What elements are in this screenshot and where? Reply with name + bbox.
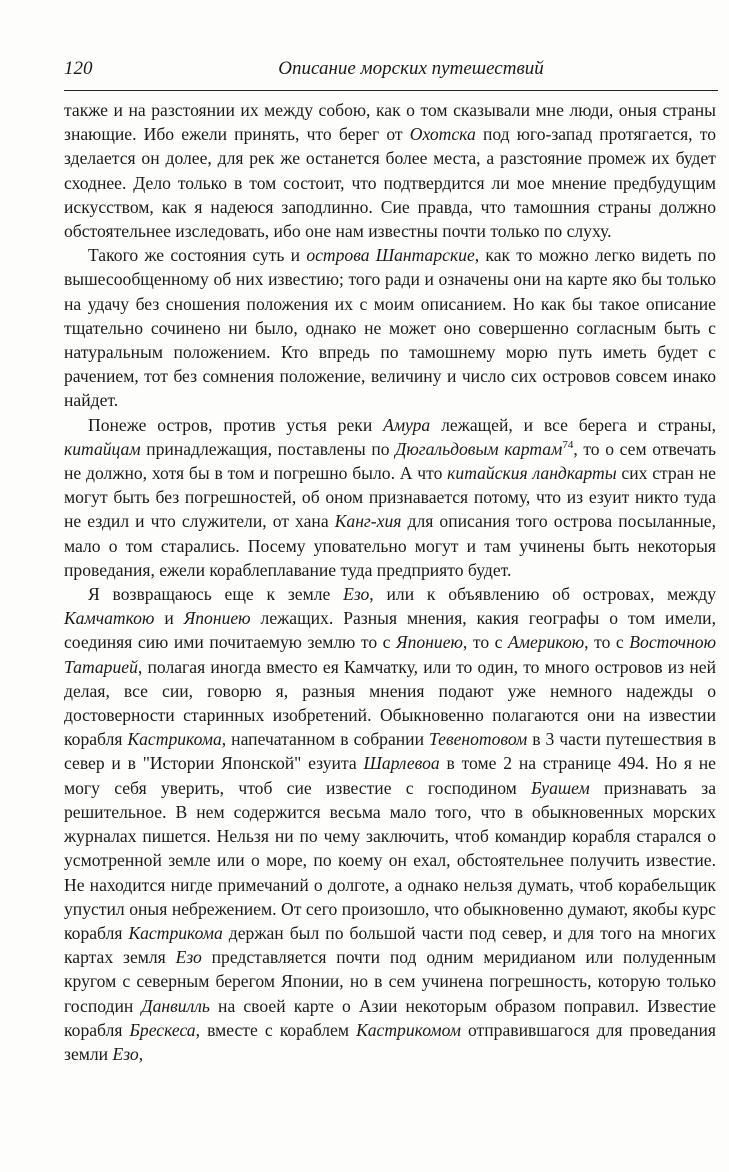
italic-term: Япониею (396, 632, 463, 653)
italic-term: Езо (112, 1043, 139, 1064)
italic-term: Камчаткою (64, 608, 155, 629)
text-run: принадлежащия, поставлены по (140, 438, 396, 459)
italic-term: Амура (383, 414, 431, 435)
text-run: под юго-запад протягается, то зделается он долее, для рек же останется более места, а разстояние промеж их будет сходнее. Дело только в том состоит, что подтвердится ли мое мнение предбудущим искусством, как я надеюся заподлинно. Сие правда, что тамошния страны должно обстоятельнее изследовать, ибо оне нам известны почти только по слуху. (64, 124, 716, 242)
text-run: Такого же состояния суть и (88, 245, 307, 266)
paragraph (64, 243, 716, 412)
text-run: сих стран не могут быть без погрешностей, об оном признавается потому, что из езуит никто туда не ездил и что служители, от хана (64, 463, 716, 532)
running-title: Описание морских путешествий (278, 58, 544, 79)
text-run: представляется почти под одним меридианом или полуденным кругом с северным берегом Японии, но в сем учинена погрешность, которую только господин (64, 947, 716, 1016)
italic-term: Кастрикомом (356, 1019, 461, 1040)
italic-term: Охотска (409, 124, 476, 145)
italic-term: Восточною Татарией (64, 632, 717, 677)
paragraph (64, 582, 716, 1066)
text-run: лежащих. Разныя мнения, какия географы о том имели, соединяя сию ими почитаемую землю то с (64, 608, 716, 653)
text-run: для описания того острова посыланные, мало о том старались. Посему уповательно могут и там учинены быть некоторыя проведания, ежели кораблеплавание туда предприято будет. (64, 511, 716, 580)
text-run: лежащей, и все берега и страны, (430, 414, 716, 435)
text-run: на своей карте о Азии некоторым образом поправил. Известие корабля (64, 995, 716, 1040)
italic-term: китайцам (64, 438, 141, 459)
page-header (64, 54, 718, 84)
text-run: признавать за решительное. В нем содержится весьма мало того, что в обыкновенных морских журналах пишется. Нельзя ни по чему заключить, чтоб командир корабля старался о усмотренной земле или о море, по коему он ехал, обстоятельнее получить известие. Не находится нигде примечаний о долготе, а однако нельзя думать, чтоб корабельщик упустил оныя небрежением. От сего произошло, что обыкновенно думают, якобы курс корабля (64, 777, 717, 943)
paragraph (64, 413, 716, 582)
italic-term: Данвилль (141, 995, 210, 1016)
footnote-ref: 74 (562, 438, 574, 451)
text-run: в томе 2 на странице 494. Но я не могу себя уверить, чтоб сие известие с господином (64, 753, 716, 798)
text-run: , как то можно легко видеть по вышесообщенному об них известию; того ради и означены они на карте яко бы только на удачу без сношения положения их с моим описанием. Но как бы такое описание тщательно сочинено ни было, однако не может оно совершенно согласным быть с натуральным положением. Кто впредь по тамошнему морю путь иметь будет с рачением, тот без сомнения положение, величину и число сих островов совсем инако найдет. (64, 245, 716, 411)
text-run: , (138, 1043, 144, 1064)
italic-term: острова Шантарские (306, 245, 475, 266)
italic-term: Америкою (508, 632, 585, 653)
text-run: , вместе с кораблем (195, 1019, 357, 1040)
italic-term: Буашем (531, 777, 590, 798)
text-run: , то с (462, 632, 509, 653)
text-run: , полагая иногда вместо ея Камчатку, или то один, то много островов из ней делая, все сии, говорю я, разныя мнения подают уже немного надежды о достоверности старинных изобретений. Обыкновенно полагаются они на известии корабля (64, 656, 716, 750)
italic-term: Кастрикома (127, 729, 222, 750)
text-run: в 3 части путешествия в север и в "Истории Японской" езуита (64, 729, 717, 774)
text-run: , то с (584, 632, 630, 653)
text-run: Я возвращаюсь еще к земле (88, 584, 344, 605)
text-run: , то о сем отвечать не должно, хотя бы в том и погрешно было. А что (64, 438, 716, 484)
italic-term: Япониею (183, 608, 251, 629)
italic-term: Езо (175, 947, 202, 968)
text-run: также и на разстоянии их между собою, как о том сказывали мне люди, оныя страны знающие. Ибо ежели принять, что берег от (64, 100, 716, 145)
italic-term: китайския ландкарты (447, 463, 617, 484)
italic-term: Тевенотовом (429, 729, 528, 750)
text-run: и (154, 608, 184, 629)
text-run: , напечатанном в собрании (221, 729, 429, 750)
italic-term: Канг-хия (334, 511, 402, 532)
text-run: , или к объявлению об островах, между (369, 584, 716, 605)
text-run: держан был по большой части под север, и для того на многих картах земля (64, 922, 716, 968)
body-text (64, 98, 716, 1066)
page-number: 120 (64, 58, 93, 79)
italic-term: Брескеса (129, 1019, 196, 1040)
text-run: Понеже остров, против устья реки (88, 414, 384, 435)
italic-term: Дюгальдовым картам (395, 438, 563, 459)
text-run: отправившагося для проведания земли (64, 1019, 716, 1064)
header-rule (64, 90, 718, 91)
italic-term: Кастрикома (128, 922, 223, 943)
italic-term: Шарлевоа (363, 753, 440, 774)
italic-term: Езо (343, 584, 370, 605)
paragraph (64, 98, 716, 243)
